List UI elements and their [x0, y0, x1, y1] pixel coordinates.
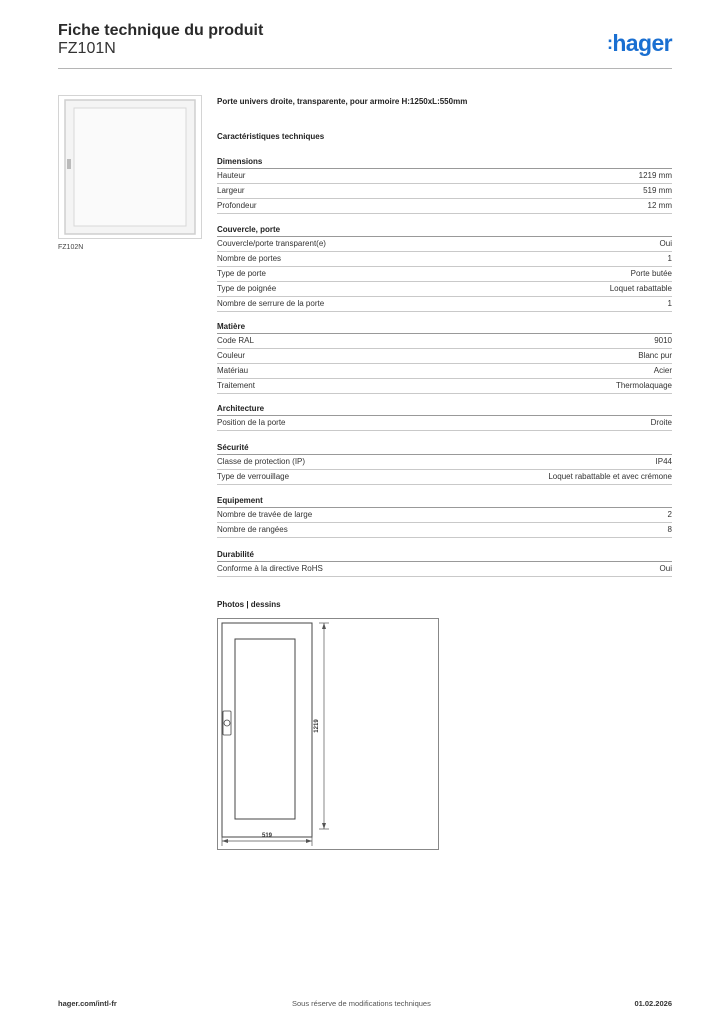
spec-label: Largeur [217, 186, 245, 195]
spec-row [217, 349, 672, 364]
spec-label: Type de poignée [217, 284, 277, 293]
door-thumbnail-icon [59, 96, 201, 238]
spec-row [217, 470, 672, 485]
spec-value: Blanc pur [638, 351, 672, 360]
spec-row [217, 297, 672, 312]
spec-label: Matériau [217, 366, 249, 375]
spec-value: 12 mm [647, 201, 672, 210]
spec-group-title: Sécurité [217, 441, 672, 455]
spec-label: Nombre de serrure de la porte [217, 299, 325, 308]
spec-row [217, 508, 672, 523]
page-title: Fiche technique du produit [58, 22, 264, 39]
spec-group-title: Durabilité [217, 548, 672, 562]
spec-group-title: Equipement [217, 494, 672, 508]
spec-value: Acier [653, 366, 672, 375]
spec-row [217, 237, 672, 252]
product-reference: FZ101N [58, 40, 116, 57]
spec-value: 2 [667, 510, 672, 519]
spec-label: Classe de protection (IP) [217, 457, 306, 466]
footer-website[interactable]: hager.com/intl-fr [58, 999, 117, 1008]
spec-label: Position de la porte [217, 418, 286, 427]
spec-label: Type de verrouillage [217, 472, 290, 481]
footer-date: 01.02.2026 [634, 999, 672, 1008]
spec-group [217, 155, 672, 214]
spec-group [217, 223, 672, 312]
spec-group [217, 441, 672, 485]
spec-value: Porte butée [630, 269, 672, 278]
spec-group-title: Architecture [217, 402, 672, 416]
door-drawing-icon [218, 619, 438, 849]
spec-row [217, 364, 672, 379]
spec-label: Couleur [217, 351, 246, 360]
spec-group [217, 548, 672, 577]
spec-label: Traitement [217, 381, 255, 390]
spec-label: Couvercle/porte transparent(e) [217, 239, 326, 248]
spec-value: 1219 mm [638, 171, 672, 180]
spec-row [217, 282, 672, 297]
thumbnail-caption: FZ102N [58, 244, 84, 251]
spec-label: Code RAL [217, 336, 254, 345]
drawing-height-label: 1219 [314, 719, 320, 733]
spec-value: 9010 [654, 336, 672, 345]
footer-notice: Sous réserve de modifications techniques [292, 999, 431, 1008]
spec-label: Nombre de rangées [217, 525, 288, 534]
spec-group-title: Couvercle, porte [217, 223, 672, 237]
drawing-width-label: 519 [261, 833, 273, 839]
spec-value: Loquet rabattable [609, 284, 672, 293]
spec-group [217, 320, 672, 394]
spec-label: Nombre de portes [217, 254, 282, 263]
spec-label: Hauteur [217, 171, 246, 180]
spec-row [217, 184, 672, 199]
header-divider [58, 68, 672, 69]
spec-row [217, 267, 672, 282]
spec-value: 1 [667, 299, 672, 308]
spec-value: Oui [659, 564, 672, 573]
spec-value: Oui [659, 239, 672, 248]
spec-group [217, 402, 672, 431]
spec-value: 519 mm [643, 186, 672, 195]
spec-value: Droite [650, 418, 672, 427]
spec-value: Loquet rabattable et avec crémone [548, 472, 672, 481]
product-thumbnail [58, 95, 202, 239]
spec-row [217, 379, 672, 394]
logo-text: hager [612, 30, 672, 56]
spec-label: Profondeur [217, 201, 257, 210]
spec-row [217, 169, 672, 184]
spec-group-title: Dimensions [217, 155, 672, 169]
spec-row [217, 455, 672, 470]
spec-row [217, 416, 672, 431]
technical-drawing [217, 618, 439, 850]
spec-row [217, 252, 672, 267]
spec-value: Thermolaquage [615, 381, 672, 390]
spec-row [217, 199, 672, 214]
spec-row [217, 562, 672, 577]
spec-label: Conforme à la directive RoHS [217, 564, 323, 573]
spec-row [217, 523, 672, 538]
spec-row [217, 334, 672, 349]
spec-group [217, 494, 672, 538]
spec-value: 8 [667, 525, 672, 534]
spec-value: 1 [667, 254, 672, 263]
hager-logo: :hager [606, 30, 672, 56]
product-description: Porte univers droite, transparente, pour armoire H:1250xL:550mm [217, 97, 468, 106]
photos-heading: Photos | dessins [217, 600, 281, 609]
specs-heading: Caractéristiques techniques [217, 132, 325, 141]
spec-label: Type de porte [217, 269, 266, 278]
spec-group-title: Matière [217, 320, 672, 334]
spec-value: IP44 [655, 457, 672, 466]
spec-label: Nombre de travée de large [217, 510, 313, 519]
